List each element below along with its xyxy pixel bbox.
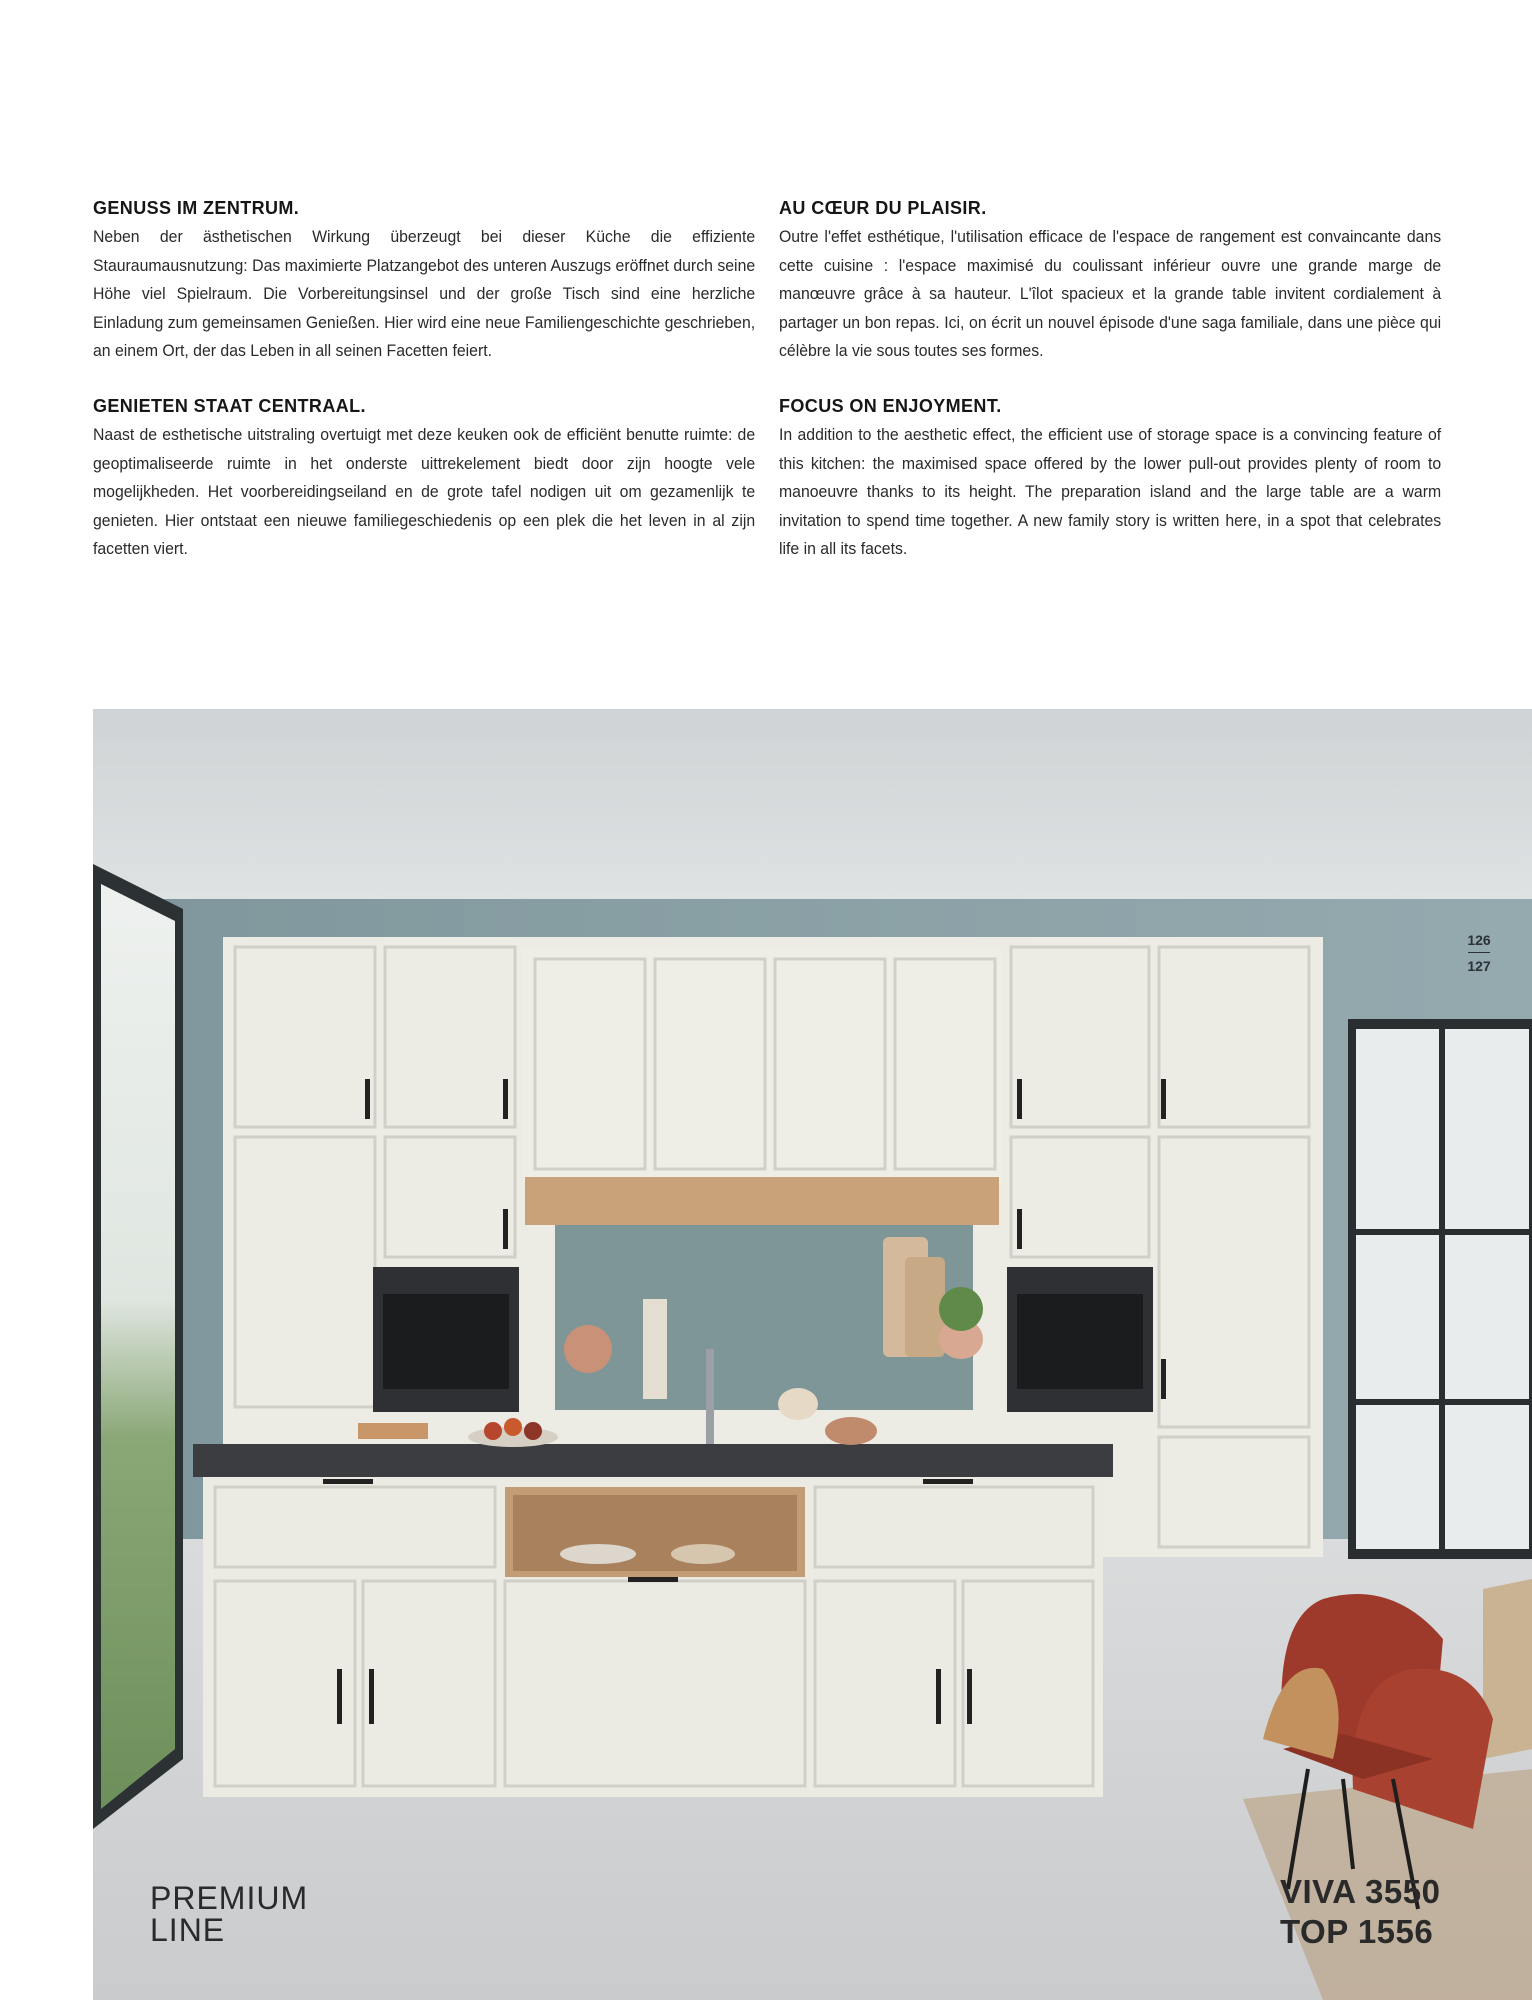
series-label-line2: LINE: [150, 1912, 226, 1948]
text-block-french: [779, 196, 1441, 366]
heading-english: FOCUS ON ENJOYMENT.: [779, 396, 1002, 416]
page-number-left: 126: [1467, 932, 1491, 948]
heading-german: GENUSS IM ZENTRUM.: [93, 198, 300, 218]
model-front: VIVA 3550: [1280, 1873, 1441, 1910]
text-block-german: [93, 196, 755, 366]
model-worktop: TOP 1556: [1280, 1913, 1434, 1950]
page-numbers: [1464, 931, 1494, 975]
body-german: Neben der ästhetischen Wirkung überzeugt bei dieser Küche die effiziente Stauraumausnutzung: Das maximierte Platzangebot des unteren Auszugs eröffnet durch seine Höhe viel Spielraum. Die Vorbereitungsinsel und der große Tisch sind eine herzliche Einladung zum gemeinsamen Genießen. Hier wird eine neue Familiengeschichte geschrieben, an einem Ort, der das Leben in all seinen Facetten feiert.: [93, 227, 756, 360]
series-label-line1: PREMIUM: [150, 1880, 309, 1916]
series-label: [150, 1882, 308, 1946]
heading-french: AU CŒUR DU PLAISIR.: [779, 198, 987, 218]
text-block-dutch: [93, 394, 755, 564]
model-label: [1280, 1872, 1440, 1952]
kitchen-photo: [93, 709, 1532, 2000]
page-number-divider: [1468, 952, 1490, 953]
body-english: In addition to the aesthetic effect, the efficient use of storage space is a convincing feature of this kitchen: the maximised space offered by the lower pull-out provides plenty of room to manoeuvre thanks to its height. The preparation island and the large table are a warm invitation to spend time together. A new family story is written here, in a spot that celebrates life in all its facets.: [779, 425, 1442, 558]
page-number-right: 127: [1467, 958, 1491, 974]
kitchen-illustration: [93, 709, 1532, 2000]
heading-dutch: GENIETEN STAAT CENTRAAL.: [93, 396, 366, 416]
text-block-english: [779, 394, 1441, 564]
body-dutch: Naast de esthetische uitstraling overtuigt met deze keuken ook de efficiënt benutte ruimte: de geoptimaliseerde ruimte in het onderste uittrekelement biedt door zijn hoogte vele mogelijkheden. Het voorbereidingseiland en de grote tafel nodigen uit om gezamenlijk te genieten. Hier ontstaat een nieuwe familiegeschiedenis op een plek die het leven in al zijn facetten viert.: [93, 425, 756, 558]
body-french: Outre l'effet esthétique, l'utilisation efficace de l'espace de rangement est convaincante dans cette cuisine : l'espace maximisé du coulissant inférieur ouvre une grande marge de manœuvre grâce à sa hauteur. L'îlot spacieux et la grande table invitent cordialement à partager un bon repas. Ici, on écrit un nouvel épisode d'une saga familiale, dans une pièce qui célèbre la vie sous toutes ses formes.: [779, 227, 1442, 360]
